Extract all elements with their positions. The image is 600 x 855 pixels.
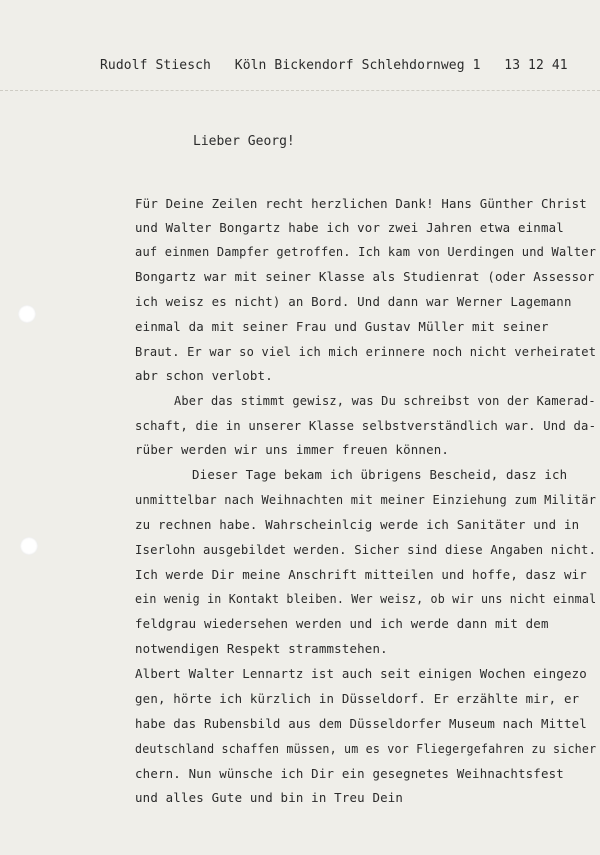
body-line: Ich werde Dir meine Anschrift mitteilen und hoffe, dasz wir xyxy=(135,567,587,582)
body-line: Dieser Tage bekam ich übrigens Bescheid, dasz ich xyxy=(192,467,568,482)
body-line: Bongartz war mit seiner Klasse als Studienrat (oder Assessor xyxy=(135,269,595,284)
punch-hole-bottom xyxy=(20,537,38,555)
body-line: Für Deine Zeilen recht herzlichen Dank! Hans Günther Christ xyxy=(135,196,587,211)
body-line: abr schon verlobt. xyxy=(135,368,273,383)
sender-name: Rudolf Stiesch xyxy=(100,58,211,73)
body-line: rüber werden wir uns immer freuen können. xyxy=(135,442,450,457)
body-line: chern. Nun wünsche ich Dir ein gesegnetes Weihnachtsfest xyxy=(135,766,564,781)
body-line: Braut. Er war so viel ich mich erinnere noch nicht verheiratet xyxy=(135,344,597,359)
punch-hole-top xyxy=(18,305,36,323)
letter-date: 13 12 41 xyxy=(504,58,568,73)
body-line: auf einmen Dampfer getroffen. Ich kam von Uerdingen und Walter xyxy=(135,244,597,259)
body-line: Aber das stimmt gewisz, was Du schreibst von der Kamerad- xyxy=(174,393,596,408)
body-line: notwendigen Respekt strammstehen. xyxy=(135,641,388,656)
body-line: ich weisz es nicht) an Bord. Und dann war Werner Lagemann xyxy=(135,294,572,309)
salutation: Lieber Georg! xyxy=(193,134,295,149)
body-line: gen, hörte ich kürzlich in Düsseldorf. Er erzählte mir, er xyxy=(135,691,580,706)
body-line: habe das Rubensbild aus dem Düsseldorfer Museum nach Mittel xyxy=(135,716,587,731)
body-line: deutschland schaffen müssen, um es vor Fliegergefahren zu sicher xyxy=(135,741,597,756)
body-line: unmittelbar nach Weihnachten mit meiner Einziehung zum Militär xyxy=(135,492,597,507)
body-line: und Walter Bongartz habe ich vor zwei Jahren etwa einmal xyxy=(135,220,564,235)
body-line: und alles Gute und bin in Treu Dein xyxy=(135,790,404,805)
body-line: Iserlohn ausgebildet werden. Sicher sind diese Angaben nicht. xyxy=(135,542,597,557)
body-line: feldgrau wiedersehen werden und ich werde dann mit dem xyxy=(135,616,549,631)
body-line: ein wenig in Kontakt bleiben. Wer weisz, ob wir uns nicht einmal xyxy=(135,591,597,606)
body-line: zu rechnen habe. Wahrscheinlcig werde ich Sanitäter und in xyxy=(135,517,580,532)
sender-address: Köln Bickendorf Schlehdornweg 1 xyxy=(234,58,481,73)
body-line: Albert Walter Lennartz ist auch seit einigen Wochen eingezo xyxy=(135,666,587,681)
body-line: schaft, die in unserer Klasse selbstverständlich war. Und da- xyxy=(135,418,597,433)
body-line: einmal da mit seiner Frau und Gustav Müller mit seiner xyxy=(135,319,549,334)
